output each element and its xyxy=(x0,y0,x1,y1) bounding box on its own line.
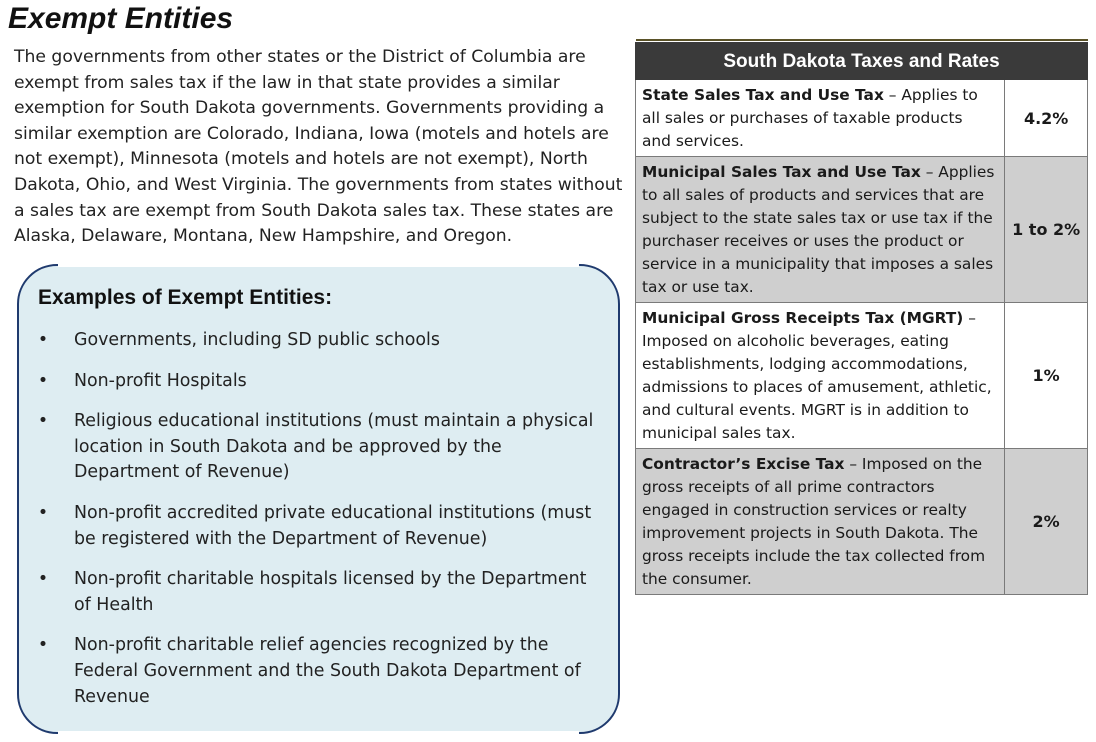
bullet-icon: • xyxy=(37,502,49,523)
tax-rate: 1% xyxy=(1005,303,1088,449)
tax-description xyxy=(636,80,1005,157)
examples-list xyxy=(36,328,606,725)
list-item-text: Non-profit charitable hospitals licensed by the Department of Health xyxy=(74,569,587,615)
tax-name: Municipal Gross Receipts Tax (MGRT) xyxy=(642,309,964,327)
list-item xyxy=(36,409,606,486)
title-divider xyxy=(636,39,1088,41)
tax-name: Municipal Sales Tax and Use Tax xyxy=(642,163,921,181)
intro-paragraph: The governments from other states or the District of Columbia are exempt from sales tax if the law in that state provides a similar exemption for South Dakota governments. Governments providing a similar exemption are Colorado, Indiana, Iowa (motels and hotels are not exempt), Minnesota (motels and hotels are not exempt), North Dakota, Ohio, and West Virginia. The governments from states without a sales tax are exempt from South Dakota sales tax. These states are Alaska, Delaware, Montana, New Hampshire, and Oregon. xyxy=(14,47,623,247)
list-item-text: Non-profit accredited private educational institutions (must be registered with the Department of Revenue) xyxy=(74,502,592,549)
tax-name: Contractor’s Excise Tax xyxy=(642,455,845,473)
table-row xyxy=(636,157,1088,303)
tax-description xyxy=(636,303,1005,449)
table-row xyxy=(636,80,1088,157)
tax-name: State Sales Tax and Use Tax xyxy=(642,86,884,104)
list-item-text: Non-profit charitable relief agencies recognized by the Federal Government and the South Dakota Department of Revenue xyxy=(74,635,581,707)
tax-rate: 1 to 2% xyxy=(1005,157,1088,303)
bullet-icon: • xyxy=(37,569,49,590)
tax-description xyxy=(636,157,1005,303)
tax-desc-text: – Applies to all sales or purchases of taxable products and services. xyxy=(642,86,978,150)
list-item xyxy=(36,567,606,618)
tax-desc-text: – Applies to all sales of products and services that are subject to the state sales tax or use tax if the purchaser receives or uses the product or service in a municipality that imposes a sales tax or use tax. xyxy=(642,163,995,296)
bullet-icon: • xyxy=(37,330,49,350)
tax-rate: 4.2% xyxy=(1005,80,1088,157)
examples-box-top-gap xyxy=(58,261,579,267)
bullet-icon: • xyxy=(37,635,49,656)
tax-rates-table xyxy=(635,42,1088,595)
bullet-icon: • xyxy=(37,370,49,391)
list-item xyxy=(36,328,606,354)
table-row xyxy=(636,303,1088,449)
examples-box-bottom-gap xyxy=(58,731,579,737)
table-row xyxy=(636,449,1088,595)
table-header: South Dakota Taxes and Rates xyxy=(636,43,1088,80)
tax-description xyxy=(636,449,1005,595)
tax-rate: 2% xyxy=(1005,449,1088,595)
list-item xyxy=(36,501,606,552)
page-title: Exempt Entities xyxy=(8,2,234,35)
list-item-text: Non-profit Hospitals xyxy=(74,370,247,391)
list-item-text: Religious educational institutions (must maintain a physical location in South Dakota and be approved by the Department of Revenue) xyxy=(74,411,594,483)
examples-heading: Examples of Exempt Entities: xyxy=(38,286,333,309)
list-item-text: Governments, including SD public schools xyxy=(74,330,440,350)
bullet-icon: • xyxy=(37,411,49,432)
list-item xyxy=(36,369,606,395)
tax-desc-text: – Imposed on the gross receipts of all prime contractors engaged in construction services or realty improvement projects in South Dakota. The gross receipts include the tax collected from the consumer. xyxy=(642,455,986,588)
list-item xyxy=(36,633,606,710)
tax-desc-text: – Imposed on alcoholic beverages, eating establishments, lodging accommodations, admissions to places of amusement, athletic, and cultural events. MGRT is in addition to municipal sales tax. xyxy=(642,309,992,442)
